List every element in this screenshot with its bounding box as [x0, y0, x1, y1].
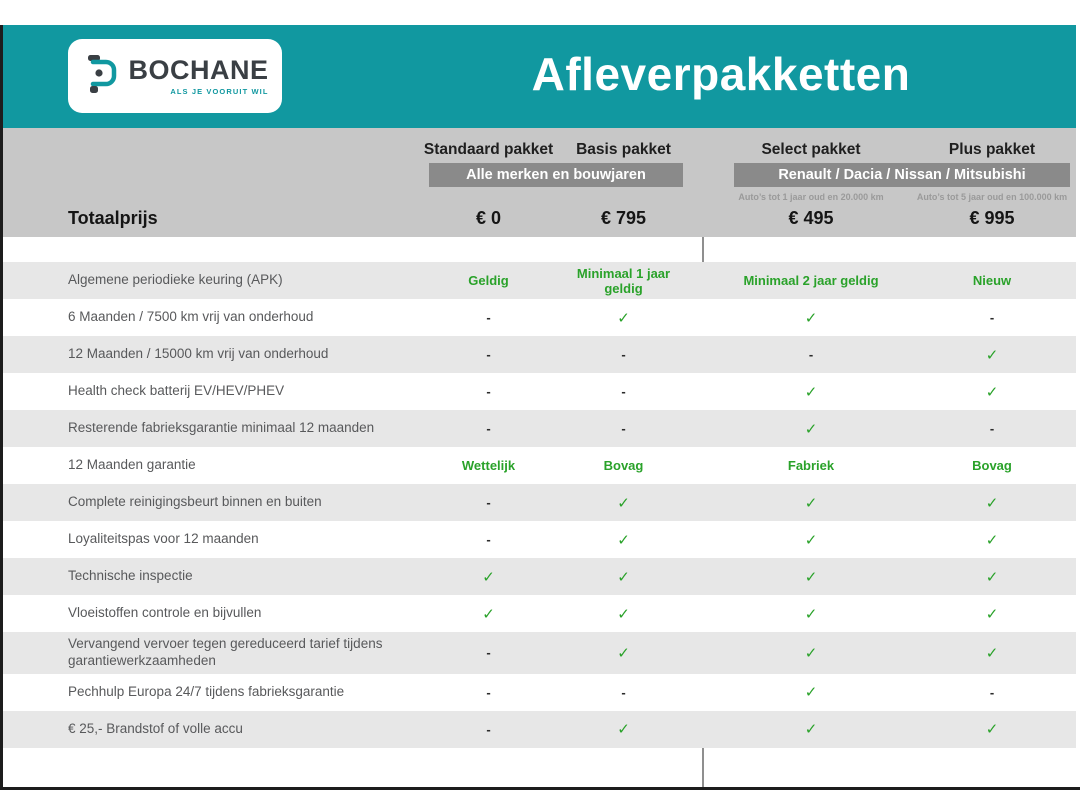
total-price-row — [3, 208, 1076, 229]
table-row — [3, 447, 1076, 484]
feature-label: Health check batterij EV/HEV/PHEV — [68, 383, 285, 399]
table-row — [3, 558, 1076, 595]
cell-basis: ✓ — [617, 531, 630, 549]
brand-banners-row — [3, 163, 1076, 187]
cell-basis: Bovag — [603, 458, 644, 473]
cell-select: ✓ — [804, 605, 818, 623]
feature-label: Resterende fabrieksgarantie minimaal 12 maanden — [68, 420, 375, 436]
cell-select: ✓ — [804, 309, 818, 327]
cell-select: ✓ — [804, 420, 818, 438]
cell-plus: ✓ — [985, 721, 999, 739]
table-row — [3, 595, 1076, 632]
cell-standaard: - — [486, 532, 491, 547]
table-row — [3, 711, 1076, 748]
cell-plus: ✓ — [985, 531, 999, 549]
cell-plus: - — [989, 421, 995, 436]
bottom-border-line — [0, 787, 1080, 790]
cell-standaard: - — [486, 645, 491, 661]
brand-text — [128, 54, 269, 96]
cell-standaard: Geldig — [468, 273, 509, 288]
cell-basis: - — [621, 384, 626, 399]
subtitle-select: Auto’s tot 1 jaar oud en 20.000 km — [738, 192, 884, 202]
feature-rows — [3, 262, 1076, 748]
cell-select: ✓ — [804, 531, 818, 549]
table-row — [3, 299, 1076, 336]
banner-all-brands: Alle merken en bouwjaren — [429, 163, 683, 187]
package-names-row — [3, 128, 1076, 159]
cell-basis: ✓ — [617, 494, 630, 512]
banner-renault-group: Renault / Dacia / Nissan / Mitsubishi — [734, 163, 1070, 187]
cell-plus: ✓ — [985, 568, 999, 586]
pricing-header — [3, 128, 1076, 237]
table-row — [3, 632, 1076, 674]
table-row — [3, 262, 1076, 299]
cell-plus: Nieuw — [972, 273, 1012, 288]
feature-label: Pechhulp Europa 24/7 tijdens fabrieksgarantie — [68, 683, 345, 699]
cell-basis: - — [621, 421, 626, 436]
cell-standaard: ✓ — [482, 605, 495, 623]
price-plus: € 995 — [969, 208, 1015, 228]
cell-standaard: - — [486, 721, 491, 737]
table-row — [3, 521, 1076, 558]
total-price-label: Totaalprijs — [68, 208, 158, 228]
feature-label: Complete reinigingsbeurt binnen en buiten — [68, 494, 322, 510]
feature-label: Vloeistoffen controle en bijvullen — [68, 605, 262, 621]
feature-label: 12 Maanden garantie — [68, 457, 196, 473]
cell-standaard: - — [486, 310, 491, 325]
brand-tagline: ALS JE VOORUIT WIL — [170, 86, 269, 96]
package-subtitles-row — [3, 192, 1076, 205]
cell-plus: ✓ — [985, 605, 999, 623]
brand-name: BOCHANE — [128, 54, 269, 85]
cell-select: ✓ — [804, 644, 818, 662]
feature-label: Loyaliteitspas voor 12 maanden — [68, 531, 259, 547]
cell-standaard: - — [486, 421, 491, 436]
masthead — [3, 25, 1076, 128]
feature-label: Technische inspectie — [68, 568, 193, 584]
price-basis: € 795 — [600, 208, 647, 228]
cell-standaard: - — [486, 347, 491, 362]
cell-basis: - — [621, 684, 626, 700]
subtitle-plus: Auto’s tot 5 jaar oud en 100.000 km — [916, 192, 1068, 202]
table-row — [3, 410, 1076, 447]
cell-plus: ✓ — [985, 494, 999, 512]
feature-label: 6 Maanden / 7500 km vrij van onderhoud — [68, 309, 314, 325]
cell-select: - — [808, 347, 814, 362]
cell-select: ✓ — [804, 494, 818, 512]
table-row — [3, 484, 1076, 521]
cell-select: ✓ — [804, 684, 818, 702]
cell-plus: Bovag — [972, 458, 1012, 473]
cell-plus: - — [989, 310, 995, 325]
price-standaard: € 0 — [475, 208, 502, 228]
cell-basis: ✓ — [617, 605, 630, 623]
feature-label: 12 Maanden / 15000 km vrij van onderhoud — [68, 346, 329, 362]
cell-basis: ✓ — [617, 568, 630, 586]
package-name-basis: Basis pakket — [576, 141, 671, 158]
cell-basis: ✓ — [617, 644, 630, 662]
cell-select: Minimaal 2 jaar geldig — [743, 273, 879, 288]
cell-basis: ✓ — [617, 309, 630, 327]
cell-select: ✓ — [804, 568, 818, 586]
feature-label: Algemene periodieke keuring (APK) — [68, 272, 283, 288]
cell-plus: - — [989, 684, 995, 700]
cell-select: ✓ — [804, 721, 818, 739]
cell-basis: Minimaal 1 jaar geldig — [576, 265, 671, 296]
package-name-standaard: Standaard pakket — [423, 141, 554, 158]
table-row — [3, 373, 1076, 410]
page-title: Afleverpakketten — [531, 48, 911, 100]
cell-standaard: - — [486, 684, 491, 700]
cell-basis: ✓ — [617, 721, 630, 739]
feature-label: Vervangend vervoer tegen gereduceerd tarief tijdens garantiewerkzaamheden — [68, 636, 383, 668]
brand-logo — [68, 39, 282, 113]
table-row — [3, 336, 1076, 373]
price-select: € 495 — [788, 208, 834, 228]
cell-standaard: - — [486, 384, 491, 399]
car-logo-icon — [81, 53, 121, 100]
table-row — [3, 674, 1076, 711]
cell-select: ✓ — [804, 383, 818, 401]
package-name-select: Select pakket — [761, 141, 861, 158]
cell-select: Fabriek — [787, 458, 835, 473]
cell-standaard: Wettelijk — [461, 458, 516, 473]
cell-plus: ✓ — [985, 383, 999, 401]
cell-standaard: ✓ — [482, 568, 495, 586]
cell-basis: - — [621, 347, 626, 362]
cell-plus: ✓ — [985, 346, 999, 364]
feature-label: € 25,- Brandstof of volle accu — [68, 720, 243, 736]
cell-plus: ✓ — [985, 644, 999, 662]
cell-standaard: - — [486, 495, 491, 510]
package-name-plus: Plus pakket — [948, 141, 1036, 158]
